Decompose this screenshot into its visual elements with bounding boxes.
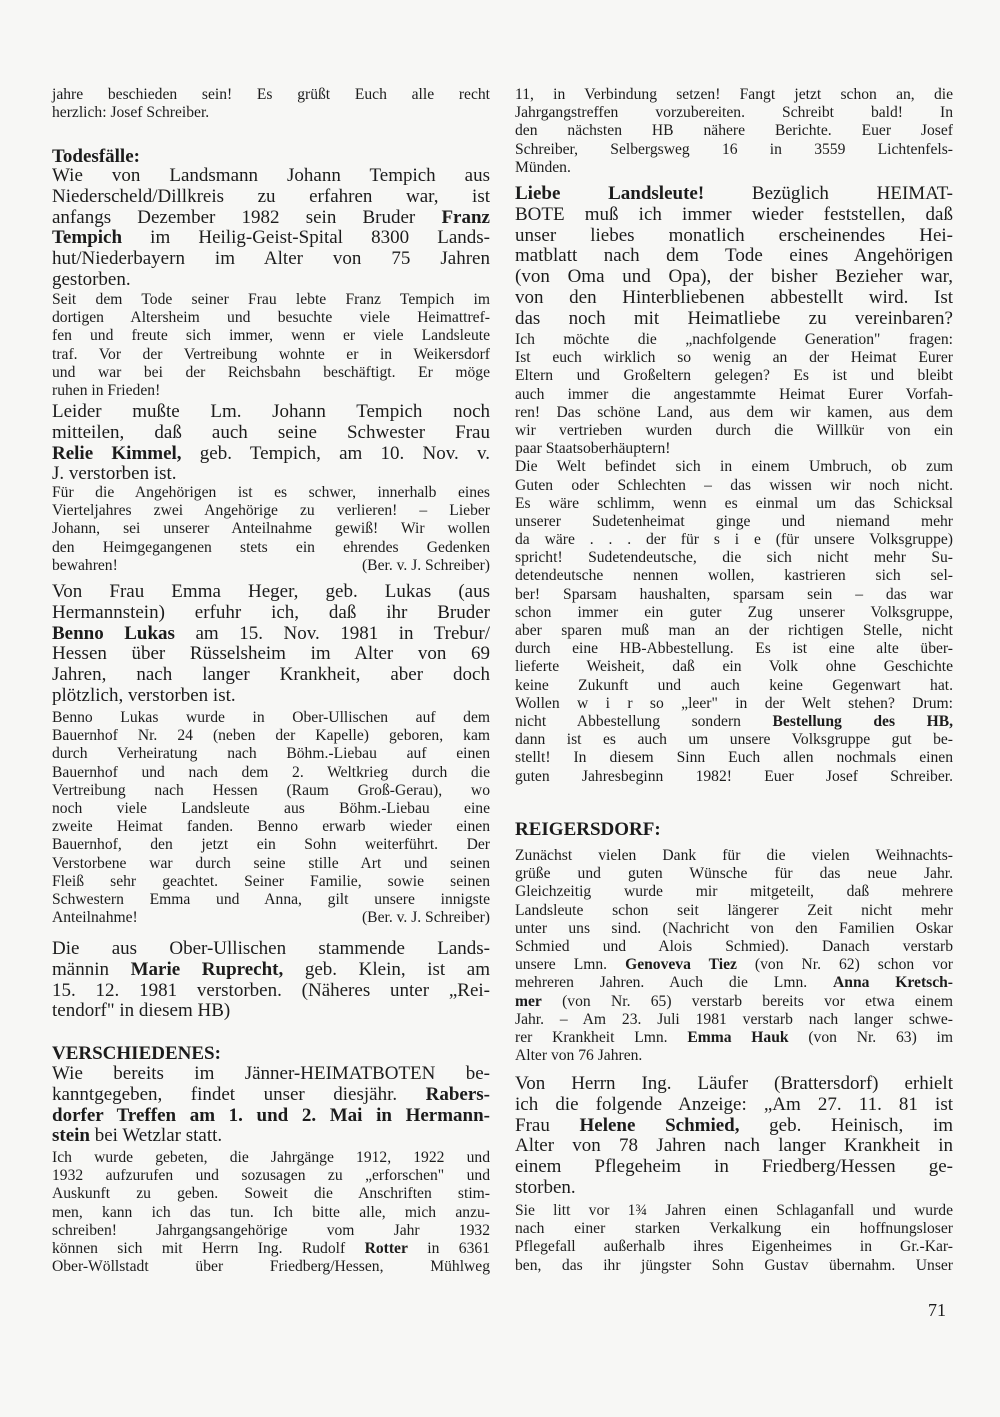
text-run: Von Herrn Ing. Läufer (Brattersdorf) erhielt: [515, 1073, 953, 1094]
text-line: [52, 1222, 490, 1240]
text-line: [515, 956, 953, 974]
text-run: Zunächst vielen Dank für die vielen Weihnachts-: [515, 847, 953, 864]
text-line: [515, 458, 953, 476]
text-line: [515, 749, 953, 767]
text-line: [515, 1157, 953, 1178]
bold-text: Genoveva Tiez: [625, 956, 737, 974]
text-run: Jahr. – Am 23. Juli 1981 verstarb nach langer schwe-: [515, 1010, 953, 1028]
text-line: [52, 745, 490, 763]
paragraph-block: [52, 1149, 490, 1276]
text-run: paar Staatsoberhäuptern!: [515, 440, 671, 458]
text-line: [515, 386, 953, 404]
text-run: lieferte Weisheit, daß ein Volk ohne Geschichte: [515, 658, 953, 676]
text-run: Leider mußte Lm. Johann Tempich noch: [52, 401, 490, 422]
text-line: [515, 495, 953, 513]
text-line: [52, 1149, 490, 1167]
text-line: [515, 974, 953, 992]
text-run: Jahren, nach langer Krankheit, aber doch: [52, 664, 490, 686]
text-run: BOTE muß ich immer wieder feststellen, daß: [515, 203, 953, 225]
bold-text: Emma Hauk: [687, 1028, 789, 1046]
text-run: hut/Niederbayern im Alter von 75 Jahren: [52, 248, 490, 270]
text-line: [52, 939, 490, 960]
text-run: noch viele Landsleute aus Böhm.-Liebau eine: [52, 799, 490, 817]
text-run: tendorf" in diesem HB): [52, 1000, 231, 1022]
paragraph-block: [52, 402, 490, 485]
text-line: [52, 484, 490, 502]
text-run: Johann, sei unserer Anteilnahme gewiß! Wir wollen: [52, 520, 490, 538]
text-run: Ich möchte die „nachfolgende Generation" fragen:: [515, 331, 953, 348]
text-line: [515, 1220, 953, 1238]
text-line: [52, 364, 490, 382]
text-run: 15. 12. 1981 verstorben. (Näheres unter „Rei-: [52, 979, 490, 1001]
text-run: am 15. Nov. 1981 in Trebur/: [174, 622, 490, 644]
text-run: Ist euch wirklich so wenig an der Heimat Eurer: [515, 349, 953, 367]
text-run: im Heilig-Geist-Spital 8300 Lands-: [122, 227, 490, 249]
text-run: Die aus Ober-Ullischen stammende Lands-: [52, 938, 490, 959]
bold-text: stein: [52, 1125, 90, 1147]
text-line: [52, 187, 490, 208]
text-run: (von Nr. 62) schon vor: [736, 956, 953, 974]
text-run: ber! Sparsam haushalten, sparsam sein – das war: [515, 585, 953, 603]
text-line: [52, 836, 490, 854]
text-run: Sie litt vor 1¾ Jahren einen Schlaganfall und wurde: [515, 1202, 953, 1219]
text-run: schon immer ein guter Zug unserer Volksgruppe,: [515, 603, 953, 621]
text-run: Verstorbene war durch seine stille Art und seinen: [52, 854, 490, 872]
text-run: Landsleute schon seit längerer Zeit nicht mehr: [515, 901, 953, 919]
text-run: dann ist es auch um unsere Volksgruppe gut be-: [515, 731, 953, 749]
paragraph-block: [52, 582, 490, 707]
paragraph-block: [52, 291, 490, 400]
text-line: [52, 249, 490, 270]
text-run: Anteilnahme!: [52, 909, 138, 927]
text-line: [52, 891, 490, 909]
text-run: 1932 aufzurufen und sozusagen zu „erforschen" und: [52, 1167, 490, 1185]
bold-text: Benno Lukas: [52, 622, 175, 644]
text-line: [515, 847, 953, 865]
text-run: rer Krankheit Lmn.: [515, 1028, 688, 1046]
text-run: unsere Lmn.: [515, 956, 626, 974]
text-line: [52, 603, 490, 624]
text-run: Gleichzeitig wurde mir mitgeteilt, daß mehrere: [515, 883, 953, 901]
paragraph-block: [52, 709, 490, 927]
text-run: detendeutsche nennen wollen, kastrieren sich sel-: [515, 567, 953, 585]
text-line: [52, 909, 490, 927]
text-line: [52, 624, 490, 645]
text-run: den Heimgegangenen stets ein ehrendes Gedenken: [52, 538, 490, 556]
text-line: [515, 309, 953, 330]
text-line: [515, 1178, 953, 1199]
text-line: [52, 382, 490, 400]
text-run: (von Nr. 63) im: [788, 1028, 953, 1046]
text-run: das noch mit Heimatliebe zu vereinbaren?: [515, 307, 953, 329]
text-run: Vertreibung nach Hessen (Raum Groß-Gerau), wo: [52, 781, 490, 799]
text-run: unserer Sudetenheimat ginge und niemand mehr: [515, 512, 953, 530]
text-run: bewahren!: [52, 556, 118, 574]
text-run: geb. Tempich, am 10. Nov. v.: [181, 442, 490, 464]
text-line: [52, 800, 490, 818]
text-line: [515, 622, 953, 640]
paragraph-block: [515, 1074, 953, 1199]
text-line: [515, 1238, 953, 1256]
text-line: [52, 327, 490, 345]
text-line: [515, 184, 953, 205]
bold-text: mer: [515, 992, 542, 1010]
text-line: [52, 464, 490, 485]
text-run: nach einer starken Verkalkung ein hoffnungsloser: [515, 1220, 953, 1238]
text-run: schreiben! Jahrgangsangehörige vom Jahr 1932: [52, 1221, 490, 1239]
text-line: [52, 727, 490, 745]
paragraph-block: [515, 86, 953, 177]
text-line: [515, 246, 953, 267]
bold-text: Liebe Landsleute!: [515, 183, 705, 204]
text-line: [515, 1074, 953, 1095]
bold-text: Marie Ruprecht,: [130, 958, 284, 980]
text-run: Bauernhof, den jetzt ein Sohn weiterführt. Der: [52, 836, 490, 854]
text-line: [52, 539, 490, 557]
text-line: [52, 309, 490, 327]
text-line: [52, 1185, 490, 1203]
text-line: [515, 586, 953, 604]
text-run: Wollen w i r so „leer" in der Welt stehen? Drum:: [515, 694, 953, 712]
text-line: [515, 267, 953, 288]
text-line: [52, 1204, 490, 1222]
text-line: [515, 658, 953, 676]
text-run: Alter von 76 Jahren.: [515, 1047, 643, 1065]
text-run: Münden.: [515, 158, 571, 176]
text-run: keine Zukunft und auch keine Gegenwart hat.: [515, 676, 953, 694]
text-line: [52, 444, 490, 465]
bold-text: Tempich: [52, 227, 123, 249]
text-run: durch Verheiratung nach Böhm.-Liebau auf einen: [52, 745, 490, 763]
text-run: von den Hinterbliebenen abbestellt wird. Ist: [515, 286, 953, 308]
bold-text: dorfer Treffen am 1. und 2. Mai in Hermann-: [52, 1104, 490, 1126]
text-run: Bauernhof Nr. 24 (neben der Kapelle) geboren, kam: [52, 727, 490, 745]
paragraph-block: [52, 939, 490, 1022]
bold-text: Helene Schmied,: [579, 1114, 740, 1136]
bold-text: Anna Kretsch-: [833, 974, 954, 992]
text-run: Schwestern Emma und Anna, gilt unsere innigste: [52, 890, 490, 908]
text-line: [515, 422, 953, 440]
text-run: und war bei der Reichsbahn beschäftigt. Er möge: [52, 363, 490, 381]
text-line: [52, 557, 490, 575]
text-run: Frau: [515, 1114, 580, 1136]
text-line: [52, 228, 490, 249]
paragraph-block: [515, 847, 953, 1065]
text-line: [515, 531, 953, 549]
text-run: wir vertrieben wurden durch die Willkür von ein: [515, 421, 953, 439]
text-line: [515, 567, 953, 585]
text-run: ruhen in Frieden!: [52, 381, 161, 399]
text-run: einem Pflegeheim in Friedberg/Hessen ge-: [515, 1156, 953, 1178]
text-run: Todesfälle:: [52, 146, 140, 167]
text-line: [52, 1240, 490, 1258]
text-line: [515, 477, 953, 495]
text-line: [52, 782, 490, 800]
text-line: [515, 883, 953, 901]
text-line: [515, 768, 953, 786]
text-run: auch immer die angestammte Heimat Eurer Vorfah-: [515, 385, 953, 403]
text-run: traf. Vor der Vertreibung wohnte er in Weikersdorf: [52, 345, 490, 363]
text-line: [515, 205, 953, 226]
text-run: geb. Heinisch, im: [739, 1114, 953, 1136]
text-line: [515, 404, 953, 422]
text-run: (von Oma und Opa), der bisher Bezieher war,: [515, 266, 953, 288]
text-run: (von Nr. 65) verstarb bereits vor etwa einem: [541, 992, 953, 1010]
text-run: unter uns sind. (Nachricht von den Familien Oskar: [515, 919, 953, 937]
page-number: 71: [928, 1300, 946, 1320]
text-line: [52, 208, 490, 229]
text-run: aber sparen muß man an der richtigen Stelle, nicht: [515, 622, 953, 639]
text-line: [515, 1029, 953, 1047]
text-line: [52, 1043, 490, 1065]
section-heading: [515, 819, 953, 841]
text-line: [515, 1257, 953, 1275]
text-run: 11, in Verbindung setzen! Fangt jetzt schon an, die: [515, 86, 953, 103]
text-run: Ober-Wöllstadt über Friedberg/Hessen, Mühlweg: [52, 1258, 490, 1276]
text-run: Schreiber, Selbergsweg 16 in 3559 Lichtenfels-: [515, 140, 953, 158]
text-line: [52, 709, 490, 727]
text-line: [515, 513, 953, 531]
text-line: [52, 104, 490, 122]
text-run: herzlich: Josef Schreiber.: [52, 104, 210, 122]
text-run: Hessen über Rüsselsheim im Alter von 69: [52, 643, 490, 665]
paragraph-block: [515, 331, 953, 786]
text-run: grüße und guten Wünsche für das neue Jahr.: [515, 865, 953, 883]
text-run: gestorben.: [52, 268, 131, 290]
text-run: geb. Klein, ist am: [283, 958, 490, 980]
text-line: [515, 1011, 953, 1029]
text-run: anfangs Dezember 1982 sein Bruder: [52, 206, 442, 228]
text-run: mehreren Jahren. Auch die Lmn.: [515, 974, 834, 992]
text-line: [515, 1202, 953, 1220]
text-line: [52, 1258, 490, 1276]
text-run: in 6361: [407, 1239, 490, 1257]
text-run: plötzlich, verstorben ist.: [52, 684, 236, 706]
text-line: [515, 122, 953, 140]
text-run: Die Welt befindet sich in einem Umbruch, ob zum: [515, 458, 953, 476]
text-line: [515, 226, 953, 247]
text-run: zweite Heimat fanden. Benno erwarb wieder einen: [52, 818, 490, 836]
text-line: [515, 640, 953, 658]
text-run: ben, das ihr jüngster Sohn Gustav übernahm. Unser: [515, 1256, 953, 1274]
paragraph-block: [52, 484, 490, 575]
text-run: mitteilen, daß auch seine Schwester Frau: [52, 421, 490, 443]
text-line: [515, 367, 953, 385]
text-run: Vierteljahres zwei Angehörige zu verlieren! – Lieber: [52, 502, 490, 520]
bold-text: Relie Kimmel,: [52, 442, 182, 464]
text-run: men, kann ich das tun. Ich bitte alle, mich anzu-: [52, 1203, 490, 1221]
text-line: [515, 604, 953, 622]
text-line: [52, 686, 490, 707]
text-line: [52, 960, 490, 981]
text-run: Jahrgangstreffen vorzubereiten. Schreibt bald! In: [515, 104, 953, 122]
paragraph-block: [52, 166, 490, 291]
text-line: [515, 159, 953, 177]
text-run: matblatt nach dem Tode eines Angehörigen: [515, 245, 953, 267]
text-line: [515, 819, 953, 841]
text-run: Niederscheld/Dillkreis zu erfahren war, ist: [52, 185, 490, 207]
text-line: [52, 1064, 490, 1085]
text-line: [52, 764, 490, 782]
text-run: guten Jahresbeginn 1982! Euer Josef Schreiber.: [515, 767, 953, 785]
text-run: nicht Abbestellung sondern: [515, 712, 773, 730]
bold-text: Bestellung des HB,: [772, 712, 953, 730]
text-line: [52, 1001, 490, 1022]
text-line: [515, 865, 953, 883]
text-run: storben.: [515, 1176, 576, 1198]
text-run: ich die folgende Anzeige: „Am 27. 11. 81 ist: [515, 1093, 953, 1115]
text-run: Alter von 78 Jahren nach langer Krankheit in: [515, 1135, 953, 1157]
text-run: Eltern und Großeltern gelegen? Es ist und bleibt: [515, 367, 953, 385]
text-line: [515, 938, 953, 956]
text-line: [52, 644, 490, 665]
text-run: da wäre . . . der für s i e (für unsere Volksgruppe): [515, 531, 953, 549]
text-run: VERSCHIEDENES:: [52, 1043, 221, 1064]
text-run: Es wäre schlimm, wenn es einmal um das Schicksal: [515, 494, 953, 512]
text-line: [515, 440, 953, 458]
text-line: [515, 1116, 953, 1137]
text-line: [515, 920, 953, 938]
text-line: [52, 346, 490, 364]
text-line: [515, 288, 953, 309]
text-run: durch eine HB-Abbestellung. Es ist eine alte über-: [515, 640, 953, 658]
author-credit: (Ber. v. J. Schreiber): [361, 556, 490, 574]
text-line: [515, 104, 953, 122]
text-run: Seit dem Tode seiner Frau lebte Franz Tempich im: [52, 291, 490, 308]
text-run: Schmied und Alois Schmied). Danach verstarb: [515, 937, 953, 955]
text-run: unser liebes monatlich erscheinendes Hei-: [515, 224, 953, 246]
text-line: [52, 270, 490, 291]
bold-text: Franz: [441, 206, 490, 228]
text-run: ren! Das schöne Land, aus dem wir kamen, aus dem: [515, 403, 953, 421]
text-run: fen und freute sich immer, wenn er viele Landsleute: [52, 327, 490, 345]
text-line: [515, 549, 953, 567]
text-line: [515, 731, 953, 749]
text-line: [515, 141, 953, 159]
text-line: [515, 677, 953, 695]
text-run: Bezüglich HEIMAT-: [704, 183, 953, 204]
text-run: Guten oder Schlechten – das wissen wir noch nicht.: [515, 476, 953, 494]
text-line: [52, 520, 490, 538]
text-line: [52, 502, 490, 520]
text-run: männin: [52, 958, 131, 980]
text-line: [515, 1136, 953, 1157]
text-line: [515, 1095, 953, 1116]
text-line: [52, 423, 490, 444]
text-line: [52, 402, 490, 423]
text-run: Pflegefall außerhalb ihres Eigenheimes in Gr.-Kar-: [515, 1238, 953, 1256]
paragraph-block: [515, 184, 953, 330]
text-line: [515, 1047, 953, 1065]
text-run: kanntgegeben, findet unser diesjähr.: [52, 1083, 426, 1105]
text-run: Fleiß sehr geachtet. Seiner Familie, sowie seinen: [52, 872, 490, 890]
text-line: [515, 86, 953, 104]
text-line: [52, 981, 490, 1002]
section-heading: [52, 1043, 490, 1065]
text-line: [515, 695, 953, 713]
text-line: [515, 331, 953, 349]
text-line: [52, 1085, 490, 1106]
text-run: Von Frau Emma Heger, geb. Lukas (aus: [52, 581, 490, 602]
text-line: [52, 855, 490, 873]
bold-text: Rotter: [364, 1239, 408, 1257]
text-line: [515, 349, 953, 367]
bold-text: Rabers-: [425, 1083, 490, 1105]
text-run: Bauernhof und nach dem 2. Weltkrieg durch die: [52, 763, 490, 781]
text-line: [52, 582, 490, 603]
paragraph-block: [515, 1202, 953, 1275]
author-credit: (Ber. v. J. Schreiber): [361, 909, 490, 927]
paragraph-block: [52, 1064, 490, 1147]
text-run: J. verstorben ist.: [52, 463, 177, 485]
text-line: [52, 291, 490, 309]
text-run: bei Wetzlar statt.: [90, 1125, 223, 1147]
text-run: Für die Angehörigen ist es schwer, innerhalb eines: [52, 484, 490, 501]
text-run: dortigen Altersheim und besuchte viele Heimattref-: [52, 309, 490, 327]
text-run: stellt! In diesem Sinn Euch allen nochmals einen: [515, 749, 953, 767]
text-run: spricht! Sudetendeutsche, die sich nicht mehr Su-: [515, 549, 953, 567]
text-line: [52, 166, 490, 187]
text-run: Ich wurde gebeten, die Jahrgänge 1912, 1922 und: [52, 1149, 490, 1166]
paragraph-block: [52, 86, 490, 122]
text-run: Wie bereits im Jänner-HEIMATBOTEN be-: [52, 1063, 490, 1084]
text-run: jahre beschieden sein! Es grüßt Euch alle recht: [52, 86, 490, 103]
text-line: [515, 713, 953, 731]
text-run: Auskunft zu geben. Soweit die Anschriften stim-: [52, 1185, 490, 1203]
text-run: den nächsten HB nähere Berichte. Euer Josef: [515, 122, 953, 140]
text-run: können sich mit Herrn Ing. Rudolf: [52, 1239, 365, 1257]
text-line: [52, 1106, 490, 1127]
text-line: [52, 1126, 490, 1147]
text-line: [52, 873, 490, 891]
text-line: [52, 86, 490, 104]
text-line: [515, 993, 953, 1011]
text-run: REIGERSDORF:: [515, 819, 661, 840]
text-run: Benno Lukas wurde in Ober-Ullischen auf dem: [52, 709, 490, 726]
text-line: [52, 818, 490, 836]
text-line: [515, 902, 953, 920]
text-line: [52, 665, 490, 686]
text-run: Hermannstein) erfuhr ich, daß ihr Bruder: [52, 601, 490, 623]
text-run: Wie von Landsmann Johann Tempich aus: [52, 165, 490, 186]
text-line: [52, 1167, 490, 1185]
